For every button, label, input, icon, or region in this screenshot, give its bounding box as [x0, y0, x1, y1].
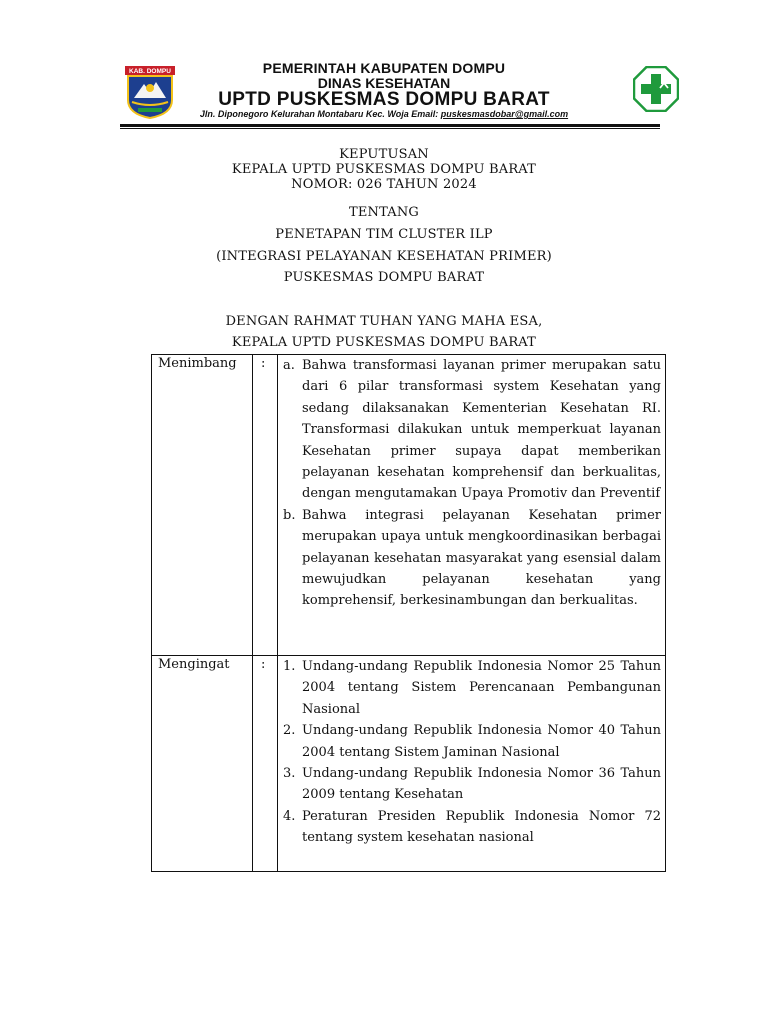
- item-text: Undang-undang Republik Indonesia Nomor 25 Tahun 2004 tentang Sistem Perencanaan Pembangunan Nasional: [302, 659, 661, 717]
- list-item: [283, 505, 661, 612]
- mengingat-items: [283, 656, 661, 849]
- mengingat-colon: :: [261, 657, 266, 672]
- letterhead-rule-thin: [120, 128, 660, 129]
- preamble-line-2: KEPALA UPTD PUSKESMAS DOMPU BARAT: [231, 335, 537, 350]
- menimbang-colon: :: [261, 356, 266, 371]
- item-text: Peraturan Presiden Republik Indonesia Nomor 72 tentang system kesehatan nasional: [302, 808, 661, 846]
- letterhead-government: PEMERINTAH KABUPATEN DOMPU: [262, 60, 506, 76]
- item-marker: 1.: [283, 659, 296, 674]
- item-marker: b.: [283, 507, 296, 523]
- decree-title: KEPUTUSAN: [339, 147, 429, 162]
- item-text: Bahwa integrasi pelayanan Kesehatan primer merupakan upaya untuk mengkoordinasikan berbagai pelayanan kesehatan masyarakat yang esensial dalam mewujudkan pelayanan kesehatan yang komprehensif, berkesinambungan dan berkualitas.: [302, 507, 661, 609]
- email-link[interactable]: puskesmasdobar@gmail.com: [440, 109, 569, 119]
- considerations-table: [151, 354, 666, 872]
- item-text: Bahwa transformasi layanan primer merupakan satu dari 6 pilar transformasi system Kesehatan yang sedang dilaksanakan Kementerian Kesehatan RI. Transformasi dilakukan untuk memperkuat layanan Kesehatan primer supaya dapat memberikan pelayanan kesehatan komprehensif dan berkualitas, dengan mengutamakan Upaya Promotiv dan Preventif: [302, 358, 661, 502]
- table-divider-colon: [277, 355, 278, 871]
- mengingat-label: Mengingat: [158, 657, 230, 672]
- preamble-line-1: DENGAN RAHMAT TUHAN YANG MAHA ESA,: [225, 314, 543, 329]
- item-text: Undang-undang Republik Indonesia Nomor 36 Tahun 2009 tentang Kesehatan: [302, 766, 661, 803]
- decree-subject-line-2: (INTEGRASI PELAYANAN KESEHATAN PRIMER): [216, 249, 552, 264]
- table-divider-label: [252, 355, 253, 871]
- decree-about: TENTANG: [348, 205, 420, 220]
- decree-subject-line-1: PENETAPAN TIM CLUSTER ILP: [275, 227, 493, 242]
- emblem-label: KAB. DOMPU: [129, 68, 171, 75]
- item-marker: a.: [283, 358, 295, 373]
- letterhead-department: DINAS KESEHATAN: [317, 75, 451, 91]
- item-marker: 2.: [283, 723, 296, 739]
- decree-number: NOMOR: 026 TAHUN 2024: [291, 177, 477, 192]
- list-item: [283, 806, 661, 849]
- decree-issuer: KEPALA UPTD PUSKESMAS DOMPU BARAT: [231, 162, 537, 177]
- menimbang-label: Menimbang: [158, 356, 237, 371]
- address-text: Jln. Diponegoro Kelurahan Montabaru Kec. Woja Email:: [199, 109, 441, 119]
- item-marker: 4.: [283, 808, 296, 824]
- item-text: Undang-undang Republik Indonesia Nomor 40 Tahun 2004 tentang Sistem Jaminan Nasional: [302, 723, 661, 760]
- letterhead-rule-thick: [120, 124, 660, 127]
- menimbang-items: [283, 355, 661, 612]
- list-item: [283, 720, 661, 763]
- list-item: [283, 355, 661, 505]
- list-item: [283, 656, 661, 720]
- letterhead-unit: UPTD PUSKESMAS DOMPU BARAT: [218, 89, 550, 110]
- item-marker: 3.: [283, 766, 296, 782]
- decree-subject-line-3: PUSKESMAS DOMPU BARAT: [283, 270, 485, 285]
- health-cross-icon: [633, 66, 679, 112]
- list-item: [283, 763, 661, 806]
